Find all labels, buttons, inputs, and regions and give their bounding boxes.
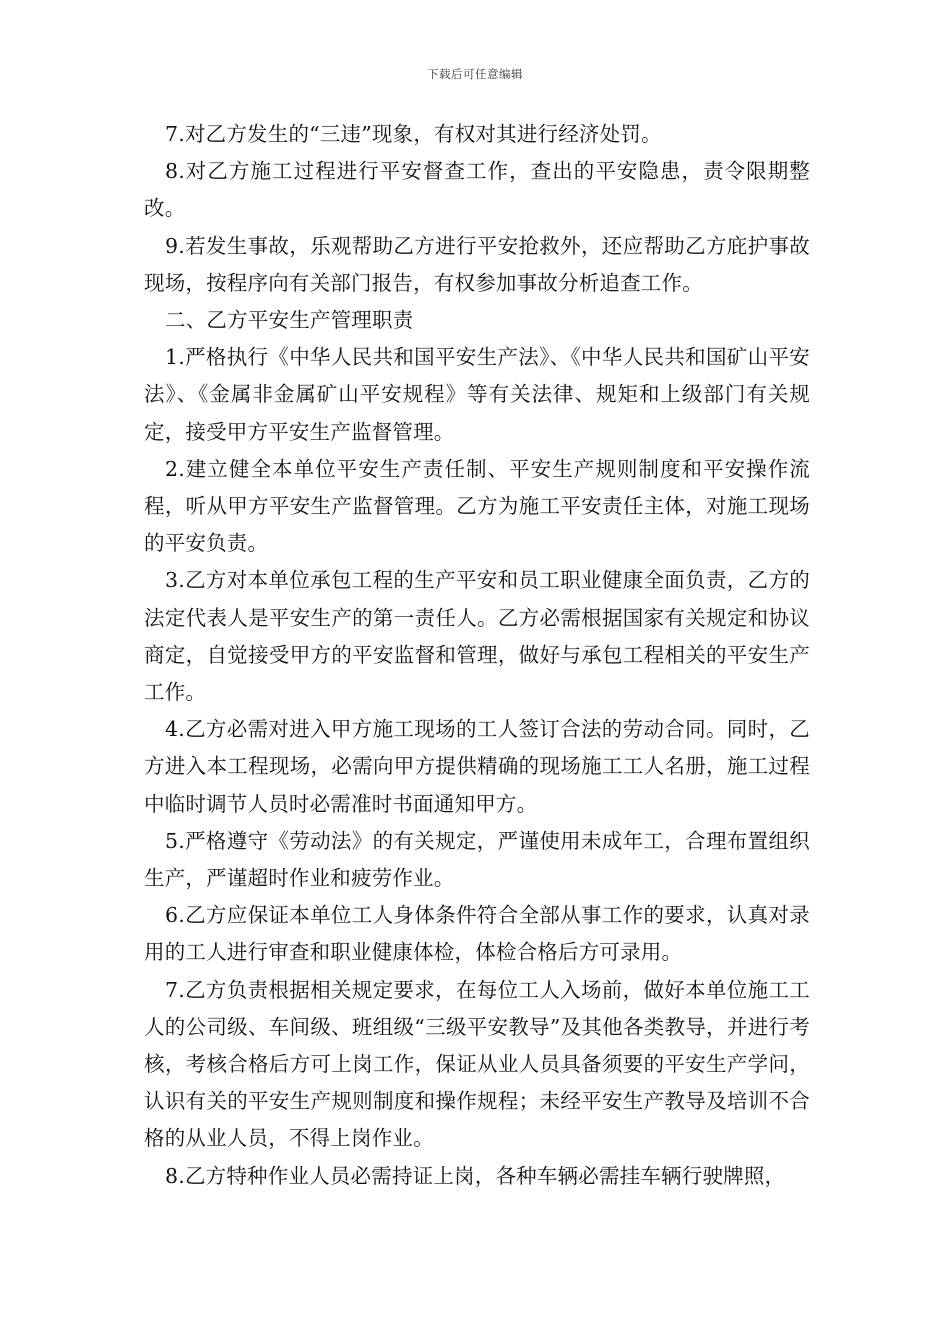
paragraph-b-clause-7: 7.乙方负责根据相关规定要求，在每位工人入场前，做好本单位施工工人的公司级、车间级、班组级“三级平安教导”及其他各类教导，并进行考核，考核合格后方可上岗工作，保证从业人员具备须要的平安生产学问，认识有关的平安生产规则制度和操作规程；未经平安生产教导及培训不合格的从业人员，不得上岗作业。 xyxy=(144,977,810,1151)
paragraph-b-clause-5: 5.严格遵守《劳动法》的有关规定，严谨使用未成年工，合理布置组织生产，严谨超时作业和疲劳作业。 xyxy=(144,828,810,891)
section-heading-party-b-duties: 二、乙方平安生产管理职责 xyxy=(165,308,414,333)
paragraph-b-clause-1: 1.严格执行《中华人民共和国平安生产法》、《中华人民共和国矿山平安法》、《金属非金属矿山平安规程》等有关法律、规矩和上级部门有关规定，接受甲方平安生产监督管理。 xyxy=(144,345,810,444)
paragraph-clause-9-accident: 9.若发生事故，乐观帮助乙方进行平安抢救外，还应帮助乙方庇护事故现场，按程序向有关部门报告，有权参加事故分析追查工作。 xyxy=(144,233,810,295)
paragraph-b-clause-4: 4.乙方必需对进入甲方施工现场的工人签订合法的劳动合同。同时，乙方进入本工程现场，必需向甲方提供精确的现场施工工人名册，施工过程中临时调节人员时必需准时书面通知甲方。 xyxy=(144,717,810,816)
document-body xyxy=(144,116,810,1195)
paragraph-b-clause-3: 3.乙方对本单位承包工程的生产平安和员工职业健康全面负责，乙方的法定代表人是平安生产的第一责任人。乙方必需根据国家有关规定和协议商定，自觉接受甲方的平安监督和管理，做好与承包工程相关的平安生产工作。 xyxy=(144,568,810,705)
paragraph-clause-7-penalty: 7.对乙方发生的“三违”现象，有权对其进行经济处罚。 xyxy=(165,122,662,146)
paragraph-b-clause-6: 6.乙方应保证本单位工人身体条件符合全部从事工作的要求，认真对录用的工人进行审查和职业健康体检，体检合格后方可录用。 xyxy=(144,903,810,965)
page-header: 下载后可任意编辑 xyxy=(427,67,523,81)
paragraph-b-clause-8: 8.乙方特种作业人员必需持证上岗，各种车辆必需挂车辆行驶牌照， xyxy=(165,1163,786,1188)
paragraph-clause-8-inspection: 8.对乙方施工过程进行平安督查工作，查出的平安隐患，责令限期整改。 xyxy=(144,159,810,221)
paragraph-b-clause-2: 2.建立健全本单位平安生产责任制、平安生产规则制度和平安操作流程，听从甲方平安生产监督管理。乙方为施工平安责任主体，对施工现场的平安负责。 xyxy=(144,456,810,556)
